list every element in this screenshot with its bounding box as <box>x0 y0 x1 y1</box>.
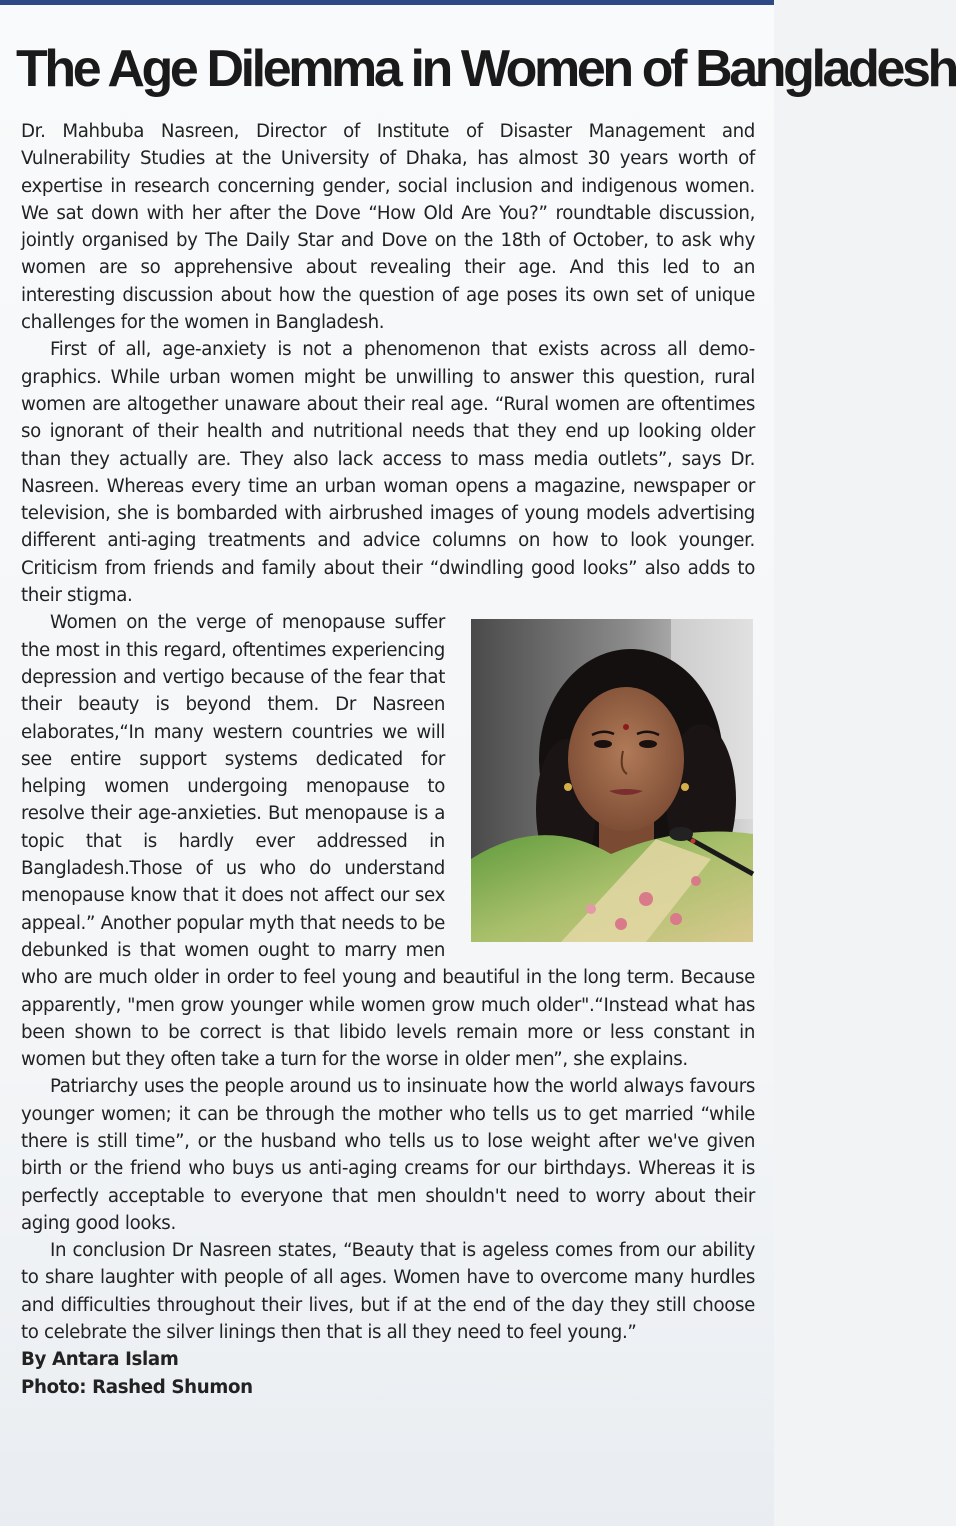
photo-credit: Photo: Rashed Shumon <box>21 1376 253 1398</box>
article-body <box>21 118 755 1401</box>
top-bar <box>0 0 774 5</box>
article-title: The Age Dilemma in Women of Bangladesh <box>16 40 956 98</box>
paragraph-menopause: Women on the verge of menopause suffer the most in this regard, oftentimes experiencing depression and vertigo because of the fear that their beauty is beyond them. Dr Nasreen elaborates,“In many western countries we will see entire support systems dedicated for helping women undergoing menopause to resolve their age-anxieties. But menopause is a topic that is hardly ever addressed in Bangladesh.Those of us who do understand menopause know that it does not affect our sex appeal.” Another popular myth that needs to be debunked is that women ought to marry men who are much older in order to feel young and beautiful in the long term. Because apparently, "men grow younger while women grow much older".“Instead what has been shown to be correct is that libido levels remain more or less constant in women but they often take a turn for the worse in older men”, she explains. <box>21 612 755 1071</box>
byline: By Antara Islam <box>21 1349 179 1371</box>
paragraph-intro: Dr. Mahbuba Nasreen, Director of Institute of Disaster Management and Vulnerability Studies at the University of Dhaka, has almost 30 years worth of expertise in research concerning gender, social inclusion and indigenous women. We sat down with her after the Dove “How Old Are You?” roundtable discussion, jointly organised by The Daily Star and Dove on the 18th of October, to ask why women are so apprehensive about revealing their age. And this led to an interesting discussion about how the question of age poses its own set of unique challenges for the women in Bangladesh. <box>21 121 755 334</box>
paragraph-conclusion: In conclusion Dr Nasreen states, “Beauty that is ageless comes from our ability to share laughter with people of all ages. Women have to overcome many hurdles and difficulties throughout their lives, but if at the end of the day they still choose to celebrate the silver linings then that is all they need to feel young.” <box>21 1240 755 1344</box>
paragraph-patriarchy: Patriarchy uses the people around us to insinuate how the world always favours younger women; it can be through the mother who tells us to get married “while there is still time”, or the husband who tells us to lose weight after we've given birth or the friend who buys us anti-aging creams for our birthdays. Whereas it is perfectly acceptable to everyone that men shouldn't need to worry about their aging good looks. <box>21 1076 755 1234</box>
paragraph-age-anxiety: First of all, age-anxiety is not a phenomenon that exists across all demo-graphics. While urban women might be unwilling to answer this question, rural women are altogether unaware about their real age. “Rural women are oftentimes so ignorant of their health and nutritional needs that they end up looking older than they actually are. They also lack access to mass media outlets”, says Dr. Nasreen. Whereas every time an urban woman opens a magazine, newspaper or television, she is bombarded with airbrushed images of young models advertising different anti-aging treatments and advice columns on how to look younger. Criticism from friends and family about their “dwindling good looks” also adds to their stigma. <box>21 339 755 607</box>
portrait-photo <box>471 619 753 942</box>
portrait-illustration <box>471 619 753 942</box>
